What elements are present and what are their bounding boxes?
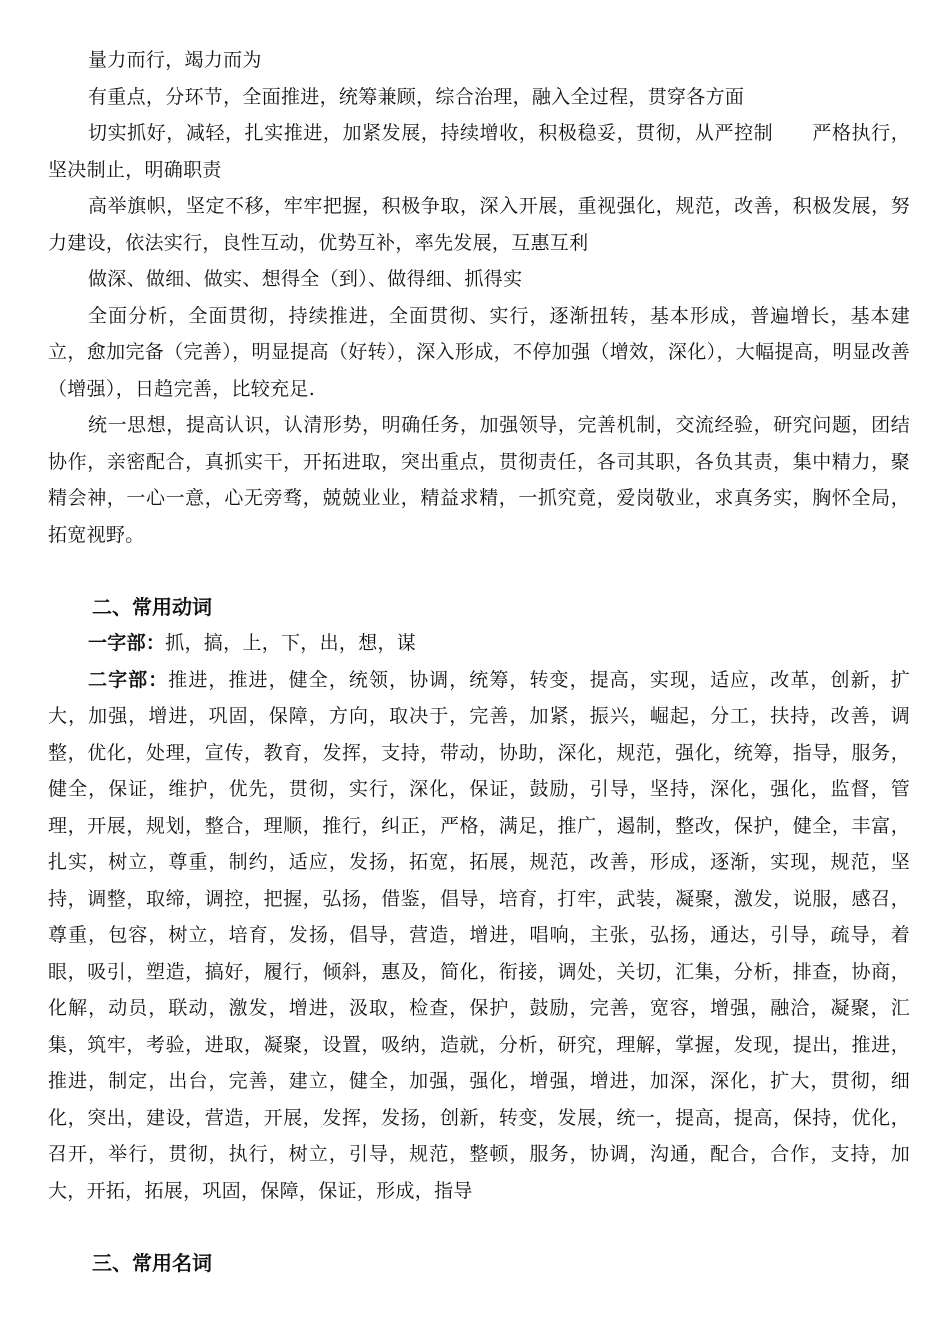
phrase-paragraph: 统一思想，提高认识，认清形势，明确任务，加强领导，完善机制，交流经验，研究问题，团结协作，亲密配合，真抓实干，开拓进取，突出重点，贯彻责任，各司其职，各负其责，集中精力，聚精会神，一心一意，心无旁骛，兢兢业业，精益求精，一抓究竟，爱岗敬业，求真务实，胸怀全局，拓宽视野。: [48, 414, 910, 546]
one-char-label: 一字部：: [88, 632, 166, 654]
two-char-label: 二字部：: [88, 668, 169, 691]
phrase-paragraph: 有重点，分环节，全面推进，统筹兼顾，综合治理，融入全过程，贯穿各方面: [88, 85, 745, 108]
phrase-paragraph: 高举旗帜，坚定不移，牢牢把握，积极争取，深入开展，重视强化，规范，改善，积极发展，努力建设，依法实行，良性互动，优势互补，率先发展，互惠互利: [48, 195, 910, 254]
document-page: [48, 42, 910, 1281]
one-char-text: 抓，搞，上，下，出，想，谋: [165, 632, 417, 654]
phrase-paragraph: 做深、做细、做实、想得全（到）、做得细、抓得实: [88, 268, 523, 290]
section-heading-verbs: 二、常用动词: [92, 595, 212, 619]
two-char-text: 推进，推进，健全，统领，协调，统筹，转变，提高，实现，适应，改革，创新，扩大，加强，增进，巩固，保障，方向，取决于，完善，加紧，振兴，崛起，分工，扶持，改善，调整，优化，处理，宣传，教育，发挥，支持，带动，协助，深化，规范，强化，统筹，指导，服务，健全，保证，维护，优先，贯彻，实行，深化，保证，鼓励，引导，坚持，深化，强化，监督，管理，开展，规划，整合，理顺，推行，纠正，严格，满足，推广，遏制，整改，保护，健全，丰富，扎实，树立，尊重，制约，适应，发扬，拓宽，拓展，规范，改善，形成，逐渐，实现，规范，坚持，调整，取缔，调控，把握，弘扬，借鉴，倡导，培育，打牢，武装，凝聚，激发，说服，感召，尊重，包容，树立，培育，发扬，倡导，营造，增进，唱响，主张，弘扬，通达，引导，疏导，着眼，吸引，塑造，搞好，履行，倾斜，惠及，简化，衔接，调处，关切，汇集，分析，排查，协商，化解，动员，联动，激发，增进，汲取，检查，保护，鼓励，完善，宽容，增强，融洽，凝聚，汇集，筑牢，考验，进取，凝聚，设置，吸纳，造就，分析，研究，理解，掌握，发现，提出，推进，推进，制定，出台，完善，建立，健全，加强，强化，增强，增进，加深，深化，扩大，贯彻，细化，突出，建设，营造，开展，发挥，发扬，创新，转变，发展，统一，提高，提高，保持，优化，召开，举行，贯彻，执行，树立，引导，规范，整顿，服务，协调，沟通，配合，合作，支持，加大，开拓，拓展，巩固，保障，保证，形成，指导: [48, 668, 911, 1202]
section-spacer: [48, 553, 910, 589]
phrase-paragraph: 量力而行，竭力而为: [88, 49, 262, 71]
section-spacer: [48, 1209, 910, 1245]
phrase-paragraph: 全面分析，全面贯彻，持续推进，全面贯彻、实行，逐渐扭转，基本形成，普遍增长，基本建立，愈加完备（完善），明显提高（好转），深入形成，不停加强（增效，深化），大幅提高，明显改善（增强），日趋完善，比较充足.: [48, 304, 910, 400]
verbs-one-char: [48, 625, 910, 662]
section-heading-nouns: 三、常用名词: [92, 1251, 212, 1275]
phrase-paragraph: 切实抓好，减轻，扎实推进，加紧发展，持续增收，积极稳妥，贯彻，从严控制 严格执行，坚决制止，明确职责: [48, 122, 910, 181]
verbs-two-char: [48, 662, 910, 1210]
